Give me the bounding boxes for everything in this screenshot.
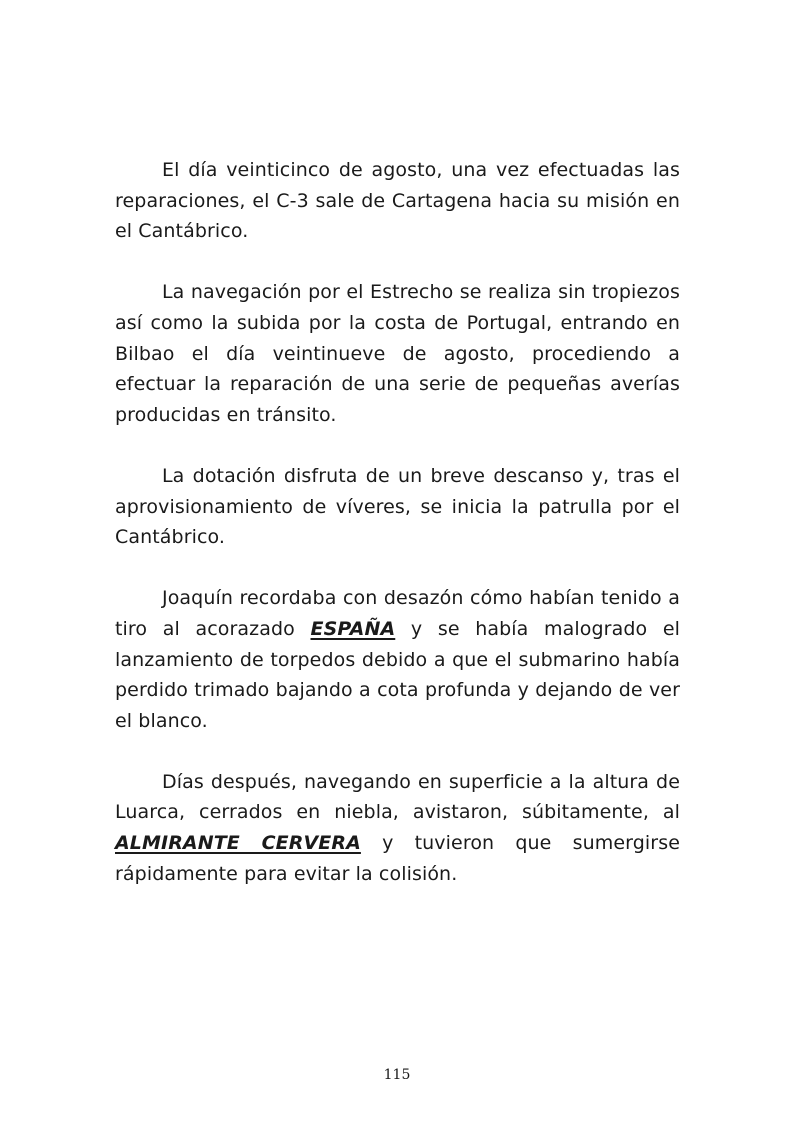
ship-name-espana: ESPAÑA [310, 617, 396, 640]
paragraph-2 [115, 277, 680, 430]
page-number: 115 [383, 1067, 411, 1083]
text-run: La navegación por el Estrecho se realiza sin tropiezos así como la subida por la costa de Portugal, entrando en Bilbao el día veintinueve de agosto, procediendo a efectuar la reparación de una serie de pequeñas averías producidas en tránsito. [115, 281, 680, 426]
paragraph-3 [115, 461, 680, 553]
text-run: Días después, navegando en superficie a la altura de Luarca, cerrados en niebla, avistaron, súbitamente, al [115, 770, 680, 824]
paragraph-1 [115, 155, 680, 247]
text-run: y tuvieron que sumergirse rápidamente para evitar la colisión. [115, 832, 680, 885]
text-run: El día veinticinco de agosto, una vez efectuadas las reparaciones, el C-3 sale de Cartagena hacia su misión en el Cantábrico. [115, 159, 680, 243]
text-run: y se había malogrado el lanzamiento de torpedos debido a que el submarino había perdido trimado bajando a cota profunda y dejando de ver el blanco. [115, 617, 680, 732]
paragraph-4 [115, 583, 680, 736]
text-run: Joaquín recordaba con desazón cómo habían tenido a tiro al acorazado [115, 587, 680, 640]
text-run: La dotación disfruta de un breve descanso y, tras el aprovisionamiento de víveres, se inicia la patrulla por el Cantábrico. [115, 464, 680, 549]
ship-name-almirante-cervera: ALMIRANTE CERVERA [115, 832, 361, 855]
paragraph-5 [115, 767, 680, 889]
body-text [115, 155, 680, 889]
